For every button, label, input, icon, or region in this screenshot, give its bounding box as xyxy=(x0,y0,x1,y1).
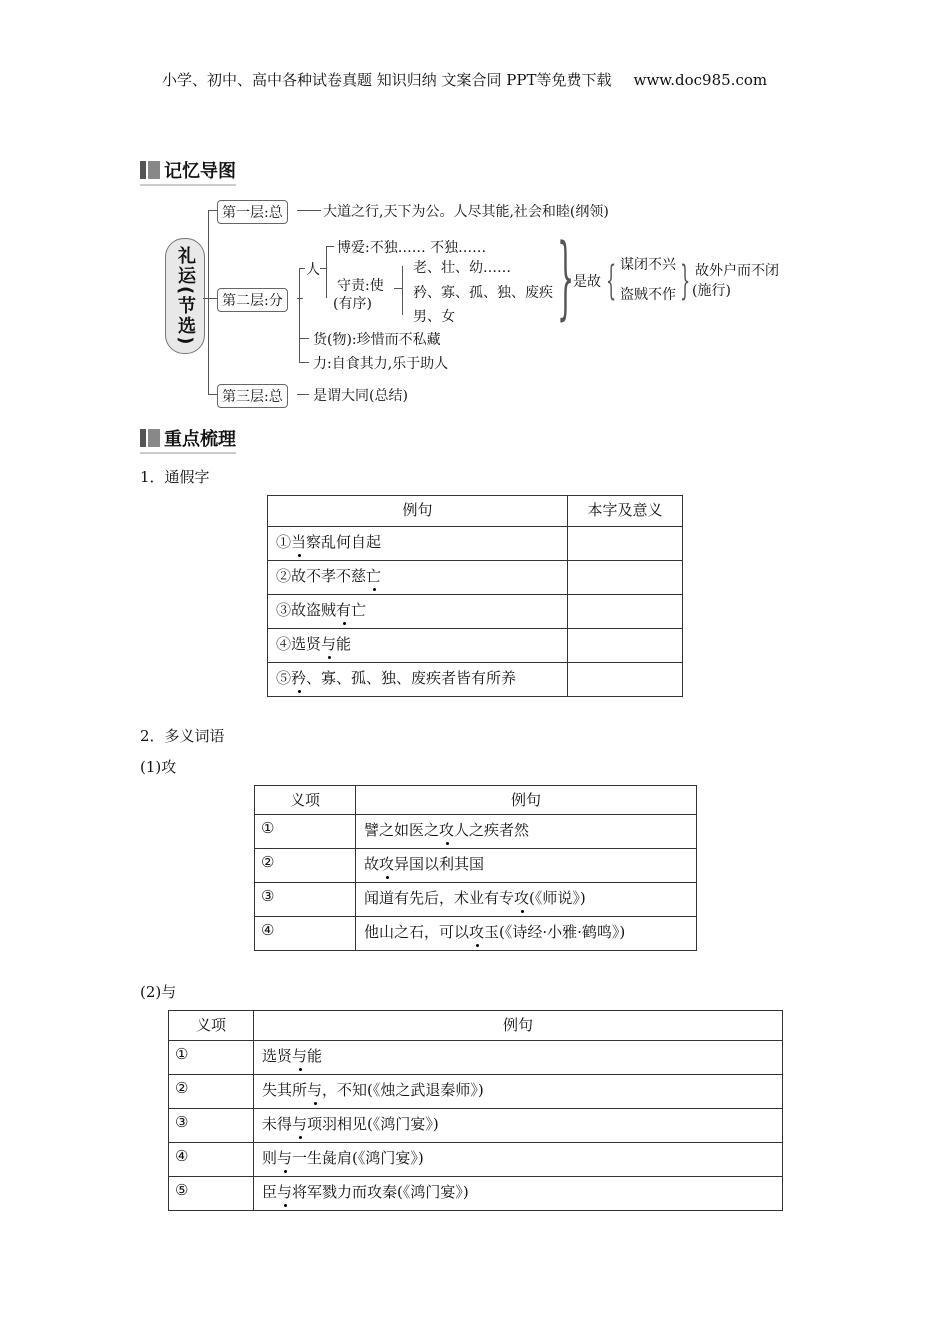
row-number: ③ xyxy=(276,601,292,619)
yu-table xyxy=(168,1010,783,1211)
emphasized-char: 有 xyxy=(336,601,352,619)
emphasized-char: 亡 xyxy=(366,567,382,585)
table-row xyxy=(255,917,697,951)
sentence-text: 亡 xyxy=(351,601,367,619)
section-title-text: 记忆导图 xyxy=(164,161,236,182)
sentence-text: ，不知(《烛之武退秦师》) xyxy=(322,1081,484,1099)
sentence-text: 玉(《诗经·小雅·鹤鸣》) xyxy=(484,923,626,941)
mindmap-root xyxy=(165,238,205,354)
column-header: 例句 xyxy=(356,786,697,815)
sentence-text: 能 xyxy=(307,1047,323,1065)
result1-text: 谋闭不兴 xyxy=(620,257,676,273)
sentence-text: (《师说》) xyxy=(529,889,586,907)
right-brace-icon: } xyxy=(557,225,575,330)
section-title-mindmap xyxy=(140,157,236,186)
example-cell xyxy=(268,595,568,629)
column-header: 例句 xyxy=(254,1011,783,1041)
emphasized-char: 攻 xyxy=(514,889,530,907)
row-number: ② xyxy=(175,1079,189,1097)
column-header: 义项 xyxy=(169,1011,254,1041)
table-row xyxy=(268,527,683,561)
sentence-text: 故盗贼 xyxy=(291,601,337,619)
sentence-text: 臣 xyxy=(262,1183,278,1201)
shouze-text: 守责:使 xyxy=(337,278,384,294)
section-marker-icon xyxy=(140,161,146,179)
example-cell xyxy=(268,527,568,561)
sentence-text: 选贤 xyxy=(291,635,322,653)
group2-text: 矜、寡、孤、独、废疾 xyxy=(413,285,553,301)
sentence-text: 譬之如医之 xyxy=(364,821,440,839)
sentence-text: 一生彘肩(《鸿门宴》) xyxy=(292,1149,424,1167)
connector xyxy=(297,210,321,211)
meaning-number-cell xyxy=(255,815,356,849)
meaning-number-cell xyxy=(169,1177,254,1211)
table-row xyxy=(268,595,683,629)
example-cell xyxy=(254,1177,783,1211)
section-title-text: 重点梳理 xyxy=(164,429,236,450)
sentence-text: 他山之石，可以 xyxy=(364,923,470,941)
li-text: 力:自食其力,乐于助人 xyxy=(313,356,449,372)
emphasized-char: 与 xyxy=(321,635,337,653)
root-label: 礼运(节选) xyxy=(175,245,196,347)
layer1-box: 第一层:总 xyxy=(217,200,288,224)
column-header: 本字及意义 xyxy=(568,496,683,527)
example-cell xyxy=(356,883,697,917)
emphasized-char: 攻 xyxy=(379,855,395,873)
result2-text: 盗贼不作 xyxy=(620,287,676,303)
sentence-text: 失其所 xyxy=(262,1081,308,1099)
table-row xyxy=(169,1143,783,1177)
layer3-box: 第三层:总 xyxy=(217,384,288,408)
example-cell xyxy=(254,1109,783,1143)
sentence-text: 未得 xyxy=(262,1115,293,1133)
connector xyxy=(203,298,217,299)
connector xyxy=(299,362,309,363)
row-number: ④ xyxy=(261,921,275,939)
connector xyxy=(394,288,402,289)
table-row xyxy=(169,1041,783,1075)
table-row xyxy=(255,883,697,917)
emphasized-char: 与 xyxy=(277,1149,293,1167)
sentence-text: 闻道有先后，术业有专 xyxy=(364,889,515,907)
answer-cell[interactable] xyxy=(568,595,683,629)
column-header: 义项 xyxy=(255,786,356,815)
meaning-number-cell xyxy=(169,1075,254,1109)
left-brace-icon: { xyxy=(606,258,617,304)
emphasized-char: 与 xyxy=(307,1081,323,1099)
example-cell xyxy=(356,849,697,883)
connector xyxy=(299,338,309,339)
section-title-keypoints xyxy=(140,425,236,454)
connector xyxy=(402,266,403,315)
table-row xyxy=(268,663,683,697)
sub2-title: (2)与 xyxy=(140,983,177,1001)
tongjiazi-table xyxy=(267,495,683,697)
sentence-text: 故 xyxy=(364,855,380,873)
meaning-number-cell xyxy=(169,1041,254,1075)
group3-text: 男、女 xyxy=(413,309,455,325)
emphasized-char: 矜 xyxy=(291,669,307,687)
sentence-text: 项羽相见(《鸿门宴》) xyxy=(307,1115,439,1133)
table-row xyxy=(255,815,697,849)
header-text: 小学、初中、高中各种试卷真题 知识归纳 文案合同 PPT等免费下载 xyxy=(162,71,612,89)
row-number: ① xyxy=(261,819,275,837)
youxu-text: (有序) xyxy=(333,296,372,312)
row-number: ④ xyxy=(276,635,292,653)
example-cell xyxy=(254,1075,783,1109)
row-number: ⑤ xyxy=(276,669,292,687)
example-cell xyxy=(356,815,697,849)
connector xyxy=(297,298,303,299)
example-cell xyxy=(268,561,568,595)
emphasized-char: 当 xyxy=(291,533,307,551)
ren-label: 人 xyxy=(306,262,320,278)
right-brace-icon: } xyxy=(680,258,691,304)
outcome-text: 故外户而不闭 xyxy=(695,263,779,279)
layer2-box: 第二层:分 xyxy=(217,288,288,312)
table-row xyxy=(268,561,683,595)
layer1-text: 大道之行,天下为公。人尽其能,社会和睦(纲领) xyxy=(323,204,609,220)
sentence-text: 将军戮力而攻秦(《鸿门宴》) xyxy=(292,1183,469,1201)
part2-title: 2．多义词语 xyxy=(140,727,225,745)
group1-text: 老、壮、幼…… xyxy=(413,260,511,276)
sentence-text: 能 xyxy=(336,635,352,653)
boai-text: 博爱:不独…… 不独…… xyxy=(337,240,487,256)
row-number: ③ xyxy=(261,887,275,905)
emphasized-char: 攻 xyxy=(439,821,455,839)
table-row xyxy=(268,629,683,663)
shigu-text: 是故 xyxy=(573,274,601,290)
meaning-number-cell xyxy=(255,849,356,883)
answer-cell[interactable] xyxy=(568,527,683,561)
meaning-number-cell xyxy=(255,917,356,951)
connector xyxy=(297,394,309,395)
answer-cell[interactable] xyxy=(568,629,683,663)
sentence-text: 察乱何自起 xyxy=(306,533,382,551)
row-number: ② xyxy=(276,567,292,585)
example-cell xyxy=(268,629,568,663)
meaning-number-cell xyxy=(169,1143,254,1177)
column-header: 例句 xyxy=(268,496,568,527)
table-row xyxy=(255,849,697,883)
header-url: www.doc985.com xyxy=(633,71,768,89)
connector xyxy=(326,246,334,247)
connector xyxy=(299,268,305,269)
row-number: ① xyxy=(175,1045,189,1063)
emphasized-char: 与 xyxy=(292,1047,308,1065)
example-cell xyxy=(254,1041,783,1075)
sentence-text: 人之疾者然 xyxy=(454,821,530,839)
meaning-number-cell xyxy=(169,1109,254,1143)
layer3-text: 是谓大同(总结) xyxy=(313,388,408,404)
table-row xyxy=(169,1109,783,1143)
answer-cell[interactable] xyxy=(568,663,683,697)
connector xyxy=(326,246,327,298)
connector xyxy=(299,268,300,362)
connector xyxy=(208,210,209,394)
example-cell xyxy=(254,1143,783,1177)
page-header xyxy=(162,69,767,90)
emphasized-char: 与 xyxy=(292,1115,308,1133)
answer-cell[interactable] xyxy=(568,561,683,595)
sub1-title: (1)攻 xyxy=(140,758,177,776)
meaning-number-cell xyxy=(255,883,356,917)
row-number: ⑤ xyxy=(175,1181,189,1199)
row-number: ① xyxy=(276,533,292,551)
example-cell xyxy=(356,917,697,951)
row-number: ② xyxy=(261,853,275,871)
sentence-text: 则 xyxy=(262,1149,278,1167)
sentence-text: 异国以利其国 xyxy=(394,855,485,873)
section-marker-icon xyxy=(148,161,160,179)
outcome-note: (施行) xyxy=(692,283,731,299)
table-row xyxy=(169,1075,783,1109)
sentence-text: 故不孝不慈 xyxy=(291,567,367,585)
row-number: ③ xyxy=(175,1113,189,1131)
section-marker-icon xyxy=(148,429,160,447)
emphasized-char: 攻 xyxy=(469,923,485,941)
emphasized-char: 与 xyxy=(277,1183,293,1201)
example-cell xyxy=(268,663,568,697)
part1-title: 1．通假字 xyxy=(140,468,210,486)
table-row xyxy=(169,1177,783,1211)
row-number: ④ xyxy=(175,1147,189,1165)
gong-table xyxy=(254,785,697,951)
section-marker-icon xyxy=(140,429,146,447)
sentence-text: 、寡、孤、独、废疾者皆有所养 xyxy=(306,669,517,687)
sentence-text: 选贤 xyxy=(262,1047,293,1065)
huo-text: 货(物):珍惜而不私藏 xyxy=(313,332,441,348)
